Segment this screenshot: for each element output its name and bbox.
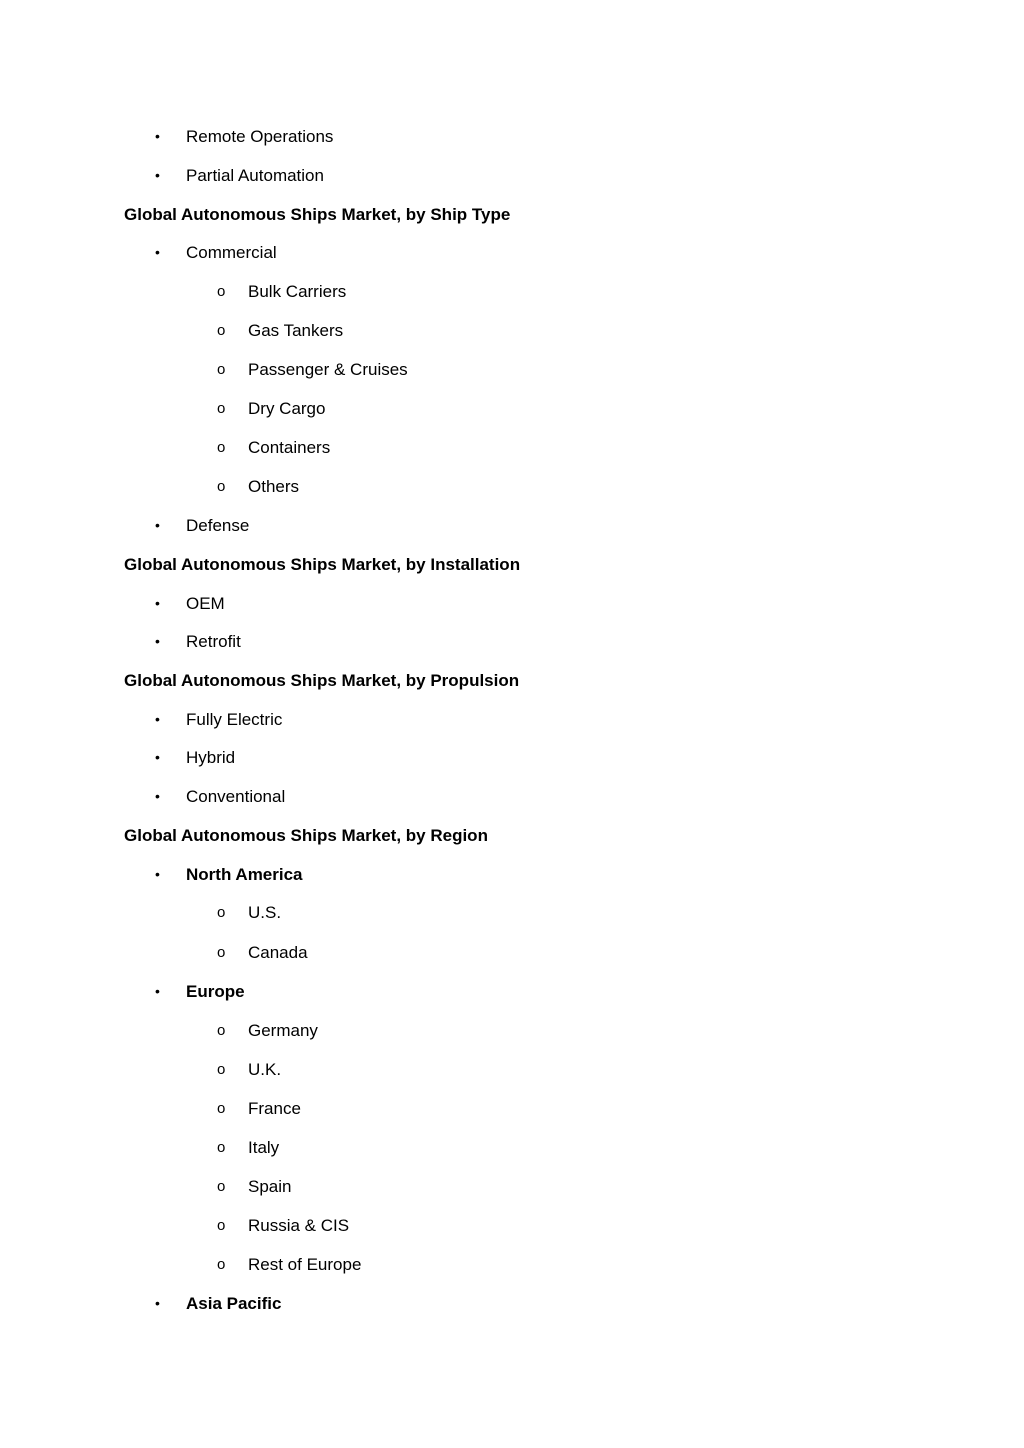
sub-list-item (0, 350, 1024, 389)
sub-list-item (0, 389, 1024, 428)
sub-list-item (0, 272, 1024, 311)
section-heading: Global Autonomous Ships Market, by Region (124, 826, 488, 845)
list-item-label: Conventional (186, 787, 286, 806)
list-item-label: OEM (186, 594, 225, 613)
sub-bullet-marker: o (217, 361, 226, 378)
sub-list-item-label: Italy (248, 1138, 280, 1157)
list-item-label: Defense (186, 516, 250, 535)
sub-list-item-label: U.K. (248, 1060, 282, 1079)
bullet-marker: • (155, 1295, 160, 1311)
sub-list-item-label: Germany (248, 1021, 318, 1040)
list-item (0, 584, 1024, 623)
list-item-label: Fully Electric (186, 710, 283, 729)
sub-list-item-label: Bulk Carriers (248, 282, 347, 301)
bullet-marker: • (155, 595, 160, 611)
sub-bullet-marker: o (217, 322, 226, 339)
sub-list-item (0, 1128, 1024, 1167)
bullet-marker: • (155, 167, 160, 183)
sub-list-item-label: France (248, 1099, 301, 1118)
list-item-label: North America (186, 865, 303, 884)
sub-list-item (0, 428, 1024, 467)
sub-list-item-label: Passenger & Cruises (248, 360, 408, 379)
bullet-marker: • (155, 633, 160, 649)
sub-bullet-marker: o (217, 1256, 226, 1273)
sub-list-item (0, 1245, 1024, 1284)
sub-bullet-marker: o (217, 400, 226, 417)
section-heading: Global Autonomous Ships Market, by Installation (124, 555, 521, 574)
list-item (0, 777, 1024, 816)
sub-list-item-label: U.S. (248, 903, 282, 922)
sub-list-item-label: Russia & CIS (248, 1216, 350, 1235)
bullet-marker: • (155, 244, 160, 260)
sub-bullet-marker: o (217, 283, 226, 300)
sub-bullet-marker: o (217, 944, 226, 961)
list-item (0, 156, 1024, 195)
section-heading: Global Autonomous Ships Market, by Ship Type (124, 205, 511, 224)
sub-list-item (0, 933, 1024, 972)
list-item (0, 700, 1024, 739)
bullet-marker: • (155, 749, 160, 765)
sub-bullet-marker: o (217, 1100, 226, 1117)
bullet-marker: • (155, 128, 160, 144)
list-item (0, 972, 1024, 1011)
list-item-label: Remote Operations (186, 127, 334, 146)
bullet-marker: • (155, 983, 160, 999)
sub-bullet-marker: o (217, 1022, 226, 1039)
sub-bullet-marker: o (217, 904, 226, 921)
sub-bullet-marker: o (217, 1061, 226, 1078)
sub-list-item-label: Rest of Europe (248, 1255, 362, 1274)
sub-list-item (0, 1011, 1024, 1050)
list-item-label: Europe (186, 982, 245, 1001)
sub-list-item-label: Canada (248, 943, 308, 962)
list-item-label: Commercial (186, 243, 277, 262)
sub-list-item-label: Containers (248, 438, 331, 457)
sub-bullet-marker: o (217, 1217, 226, 1234)
sub-list-item-label: Gas Tankers (248, 321, 344, 340)
sub-list-item-label: Spain (248, 1177, 292, 1196)
sub-list-item (0, 311, 1024, 350)
bullet-marker: • (155, 517, 160, 533)
sub-list-item (0, 1089, 1024, 1128)
list-item-label: Asia Pacific (186, 1294, 282, 1313)
list-item-label: Retrofit (186, 632, 241, 651)
sub-bullet-marker: o (217, 1139, 226, 1156)
sub-list-item-label: Others (248, 477, 300, 496)
list-item (0, 855, 1024, 894)
sub-list-item (0, 467, 1024, 506)
sub-list-item (0, 1206, 1024, 1245)
bullet-marker: • (155, 866, 160, 882)
sub-list-item-label: Dry Cargo (248, 399, 326, 418)
list-item (0, 233, 1024, 272)
sub-bullet-marker: o (217, 439, 226, 456)
list-item (0, 506, 1024, 545)
sub-list-item (0, 1050, 1024, 1089)
sub-list-item (0, 1167, 1024, 1206)
list-item-label: Hybrid (186, 748, 236, 767)
list-item (0, 117, 1024, 156)
list-item-label: Partial Automation (186, 166, 324, 185)
bullet-marker: • (155, 711, 160, 727)
sub-list-item (0, 893, 1024, 932)
sub-bullet-marker: o (217, 478, 226, 495)
list-item (0, 738, 1024, 777)
list-item (0, 622, 1024, 661)
sub-bullet-marker: o (217, 1178, 226, 1195)
section-heading: Global Autonomous Ships Market, by Propulsion (124, 671, 520, 690)
list-item (0, 1284, 1024, 1323)
bullet-marker: • (155, 788, 160, 804)
